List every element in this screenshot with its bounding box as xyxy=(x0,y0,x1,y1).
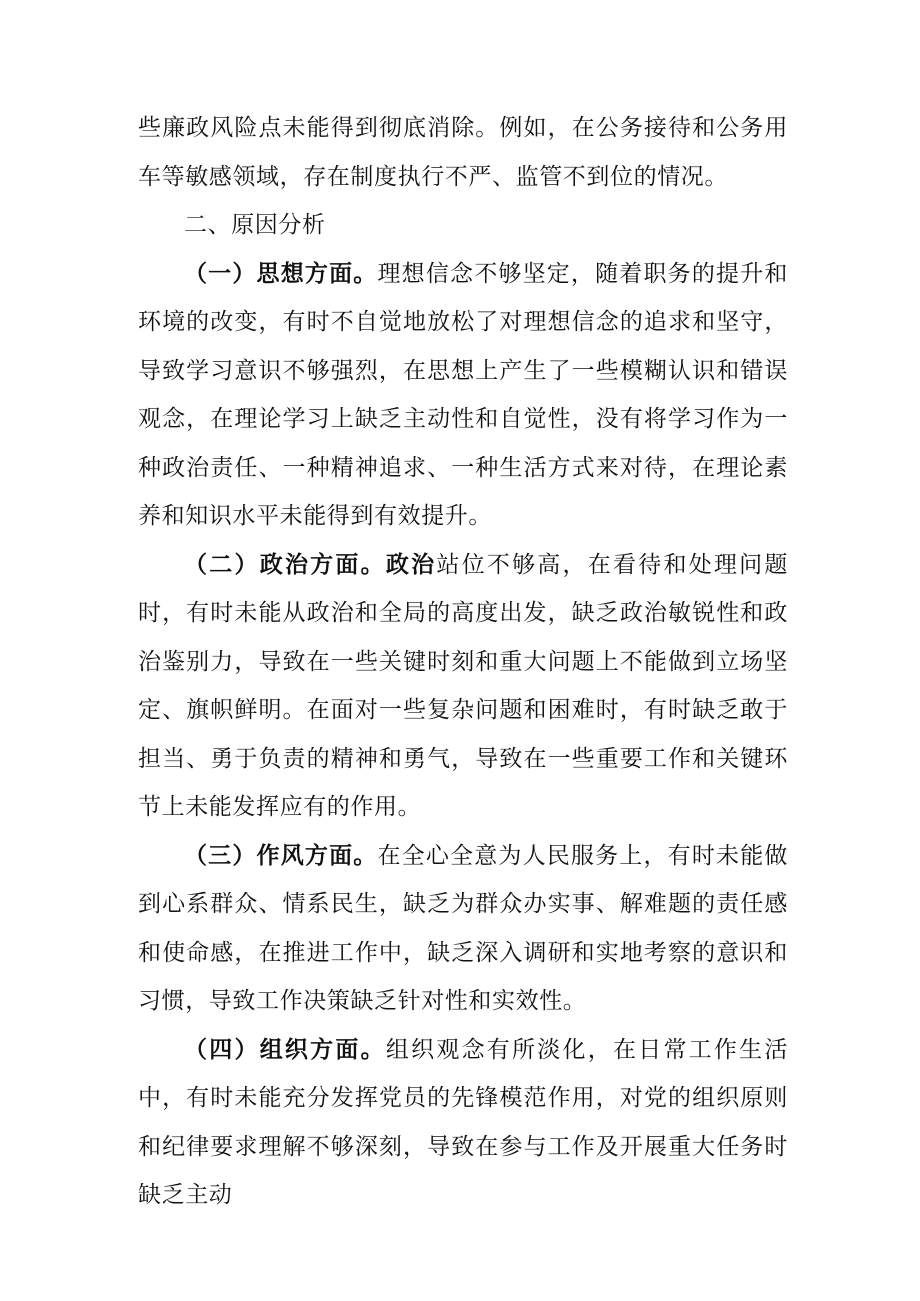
paragraph-politics xyxy=(138,541,788,832)
paragraph-lead: （四）组织方面。 xyxy=(184,1035,386,1063)
paragraph-text: 理想信念不够坚定，随着职务的提升和环境的改变，有时不自觉地放松了对理想信念的追求和坚守，导致学习意识不够强烈，在思想上产生了一些模糊认识和错误观念，在理论学习上缺乏主动性和自觉性，没有将学习作为一种政治责任、一种精神追求、一种生活方式来对待，在理论素养和知识水平未能得到有效提升。 xyxy=(138,260,788,529)
paragraph-lead: （一）思想方面。 xyxy=(184,259,378,287)
section-heading: 二、原因分析 xyxy=(184,212,326,238)
paragraph-text: 站位不够高，在看待和处理问题时，有时未能从政治和全局的高度出发，缺乏政治敏锐性和政治鉴别力，导致在一些关键时刻和重大问题上不能做到立场坚定、旗帜鲜明。在面对一些复杂问题和困难时，有时缺乏敢于担当、勇于负责的精神和勇气，导致在一些重要工作和关键环节上未能发挥应有的作用。 xyxy=(138,551,789,820)
document-body xyxy=(138,104,788,1220)
paragraph-organization xyxy=(138,1026,788,1220)
paragraph-text: 在全心全意为人民服务上，有时未能做到心系群众、情系民生，缺乏为群众办实事、解难题的责任感和使命感，在推进工作中，缺乏深入调研和实地考察的意识和习惯，导致工作决策缺乏针对性和实效性。 xyxy=(138,842,788,1014)
continuation-paragraph: 些廉政风险点未能得到彻底消除。例如，在公务接待和公务用车等敏感领域，存在制度执行不严、监管不到位的情况。 xyxy=(138,115,788,190)
paragraph-lead: （二）政治方面。政治 xyxy=(184,550,437,578)
paragraph-thought xyxy=(138,250,788,541)
paragraph-lead: （三）作风方面。 xyxy=(184,841,378,869)
paragraph-text: 组织观念有所淡化，在日常工作生活中，有时未能充分发挥党员的先锋模范作用，对党的组织原则和纪律要求理解不够深刻，导致在参与工作及开展重大任务时缺乏主动 xyxy=(138,1036,788,1208)
paragraph-style xyxy=(138,832,788,1026)
